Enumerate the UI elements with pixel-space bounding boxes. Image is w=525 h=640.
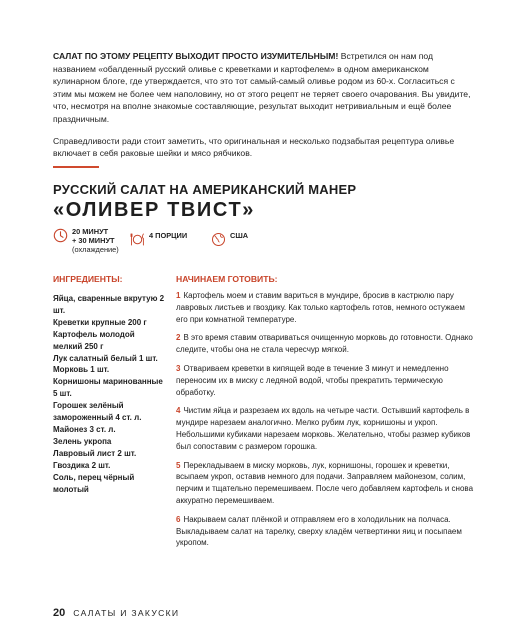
step — [176, 290, 476, 325]
ingredient-item: Лавровый лист 2 шт. — [53, 448, 137, 458]
step-number: 2 — [176, 333, 181, 343]
step-text: Накрываем салат плёнкой и отправляем его в холодильник на полчаса. Выкладываем салат на тарелку, сверху кладём четвертинки яиц и посыпаем укропом. — [176, 514, 462, 548]
intro-paragraph-2: Справедливости ради стоит заметить, что оригинальная и несколько подзабытая рецептура оливье включает в себя раковые шейки и мясо рябчиков. — [53, 135, 455, 159]
step-number: 3 — [176, 363, 181, 373]
intro-paragraph-1 — [53, 50, 473, 126]
intro-paragraph-1-text: Встретился он нам под названием «обалденный русский оливье с креветками и картофелем» в одном американском кулинарном блоге, где утверждается, что это тот самый-самый оливье родом из 60-х. Согласиться с этим мы можем не более чем наполовину, но от этого рецепт не теряет своего очарования. Вы увидите, что, несмотря на вполне знакомые составляющие, результат выходит нетривиальным и ещё более праздничным. — [53, 51, 471, 124]
ingredient-item: Горошек зелёный замороженный 4 ст. л. — [53, 401, 142, 423]
step — [176, 332, 476, 356]
cooking-time — [53, 228, 119, 254]
ingredient-item: Картофель молодой мелкий 250 г — [53, 329, 135, 351]
step-number: 5 — [176, 460, 181, 470]
ingredient-item: Соль, перец чёрный молотый — [53, 472, 135, 494]
section-title: САЛАТЫ И ЗАКУСКИ — [73, 608, 180, 618]
plate-cutlery-icon — [130, 232, 145, 247]
step-number: 6 — [176, 514, 181, 524]
ingredients-heading: ИНГРЕДИЕНТЫ: — [53, 274, 123, 284]
time-note: (охлаждение) — [72, 244, 119, 254]
ingredient-item: Гвоздика 2 шт. — [53, 460, 111, 470]
intro-text — [53, 50, 473, 169]
clock-icon — [53, 228, 68, 243]
ingredient-item: Зелень укропа — [53, 436, 112, 446]
page-number: 20 — [53, 607, 66, 619]
recipe-supertitle: РУССКИЙ САЛАТ НА АМЕРИКАНСКИЙ МАНЕР — [53, 182, 357, 197]
ingredients-list — [53, 293, 165, 495]
portions — [130, 232, 187, 247]
step — [176, 460, 476, 507]
step-text: Картофель моем и ставим вариться в мундире, бросив в кастрюлю пару лавровых листьев и гвоздику. Как только картофель готов, немного остужаем его при комнатной температуре. — [176, 291, 465, 324]
step — [176, 363, 476, 398]
country-label: США — [230, 231, 249, 240]
ingredient-item: Корнишоны маринованные 5 шт. — [53, 377, 163, 399]
ingredient-item: Яйца, сваренные вкрутую 2 шт. — [53, 294, 165, 315]
cooking-heading: НАЧИНАЕМ ГОТОВИТЬ: — [176, 274, 278, 284]
step-text: Отвариваем креветки в кипящей воде в течение 3 минут и немедленно переносим их в миску с ледяной водой, чтобы прекратить термическую обработку. — [176, 363, 449, 397]
step — [176, 514, 476, 549]
portions-label: 4 ПОРЦИИ — [149, 231, 188, 240]
time-main: 20 МИНУТ — [72, 227, 109, 236]
time-extra: + 30 МИНУТ — [72, 235, 115, 245]
accent-divider — [53, 166, 99, 168]
recipe-title: «ОЛИВЕР ТВИСТ» — [53, 199, 255, 221]
step-text: Перекладываем в миску морковь, лук, корнишоны, горошек и креветки, всыпаем укроп, оставив немного для подачи. Заправляем майонезом, солим, перчим и тщательно перемешиваем. После чего добавляем картофель и снова аккуратно перемешиваем. — [176, 460, 474, 505]
ingredient-item: Лук салатный белый 1 шт. — [53, 353, 158, 363]
step-number: 4 — [176, 406, 181, 416]
ingredient-item: Креветки крупные 200 г — [53, 317, 147, 327]
step — [176, 405, 476, 452]
cooking-steps — [176, 290, 476, 556]
step-text: В это время ставим отвариваться очищенную морковь до готовности. Однако следите, чтобы она не стала чересчур мягкой. — [176, 333, 473, 355]
step-number: 1 — [176, 291, 181, 300]
ingredient-item: Майонез 3 ст. л. — [53, 424, 116, 434]
intro-lead: САЛАТ ПО ЭТОМУ РЕЦЕПТУ ВЫХОДИТ ПРОСТО ИЗУМИТЕЛЬНЫМ! — [53, 51, 339, 61]
step-text: Чистим яйца и разрезаем их вдоль на четыре части. Остывший картофель в мундире нарезаем аналогично. Мелко рубим лук, корнишоны и укроп. Небольшими кубиками нарезаем морковь. Желательно, чтобы размер кубиков был сопоставим с размером горошка. — [176, 406, 471, 451]
page-footer — [53, 607, 179, 619]
ingredient-item: Морковь 1 шт. — [53, 365, 110, 375]
globe-icon — [211, 232, 226, 247]
country — [211, 232, 248, 247]
